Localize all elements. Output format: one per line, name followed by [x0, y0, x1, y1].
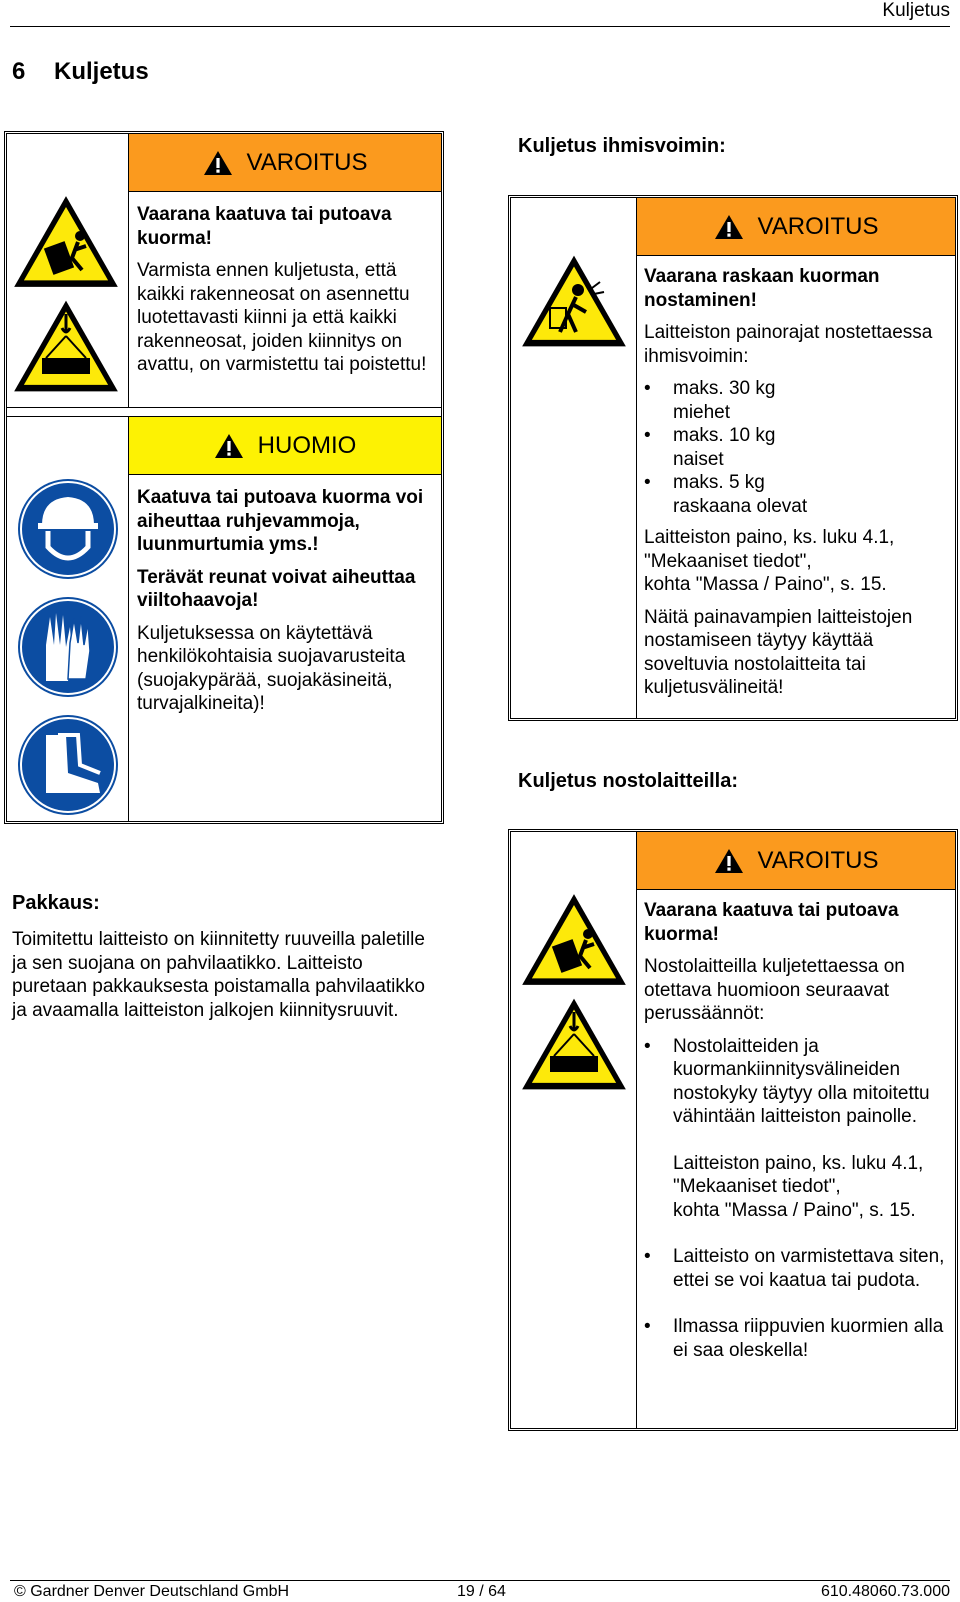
left-notice-banner — [129, 417, 441, 475]
crane-rule-list-3 — [644, 1315, 952, 1362]
chapter-number: 6 — [12, 58, 26, 85]
notice-headline-2: Terävät reunat voivat aiheuttaa viiltohaavoja! — [137, 566, 416, 611]
warning-triangle-icon — [714, 848, 744, 874]
weight-limit-list — [644, 377, 952, 518]
manual-headline: Vaarana raskaan kuorman nostaminen! — [644, 266, 880, 311]
left-warning-text — [137, 203, 433, 386]
crane-rule-list-2 — [644, 1245, 952, 1292]
crane-weight-reference: Laitteiston paino, ks. luku 4.1, "Mekaaniset tiedot", kohta "Massa / Paino", s. 15. — [673, 1152, 924, 1221]
left-warning-block — [7, 134, 441, 408]
crane-intro: Nostolaitteilla kuljetettaessa on otettava huomioon seuraavat perussäännöt: — [644, 956, 905, 1024]
warning-triangle-icon — [203, 150, 233, 176]
list-item: • maks. 10 kg naiset — [644, 424, 952, 471]
crane-warning-signs — [511, 832, 637, 1428]
left-warning-banner — [129, 134, 441, 192]
manual-transport-frame — [508, 195, 958, 721]
hard-hat-icon — [16, 477, 120, 581]
manual-warning-banner — [637, 198, 955, 256]
suspended-load-warning-icon — [520, 994, 628, 1094]
chapter-heading — [12, 58, 149, 86]
falling-object-warning-icon — [12, 194, 120, 289]
notice-headline-1: Kaatuva tai putoava kuorma voi aiheuttaa ruhjevammoja, luunmurtumia yms.! — [137, 487, 424, 555]
crane-warning-banner — [637, 832, 955, 890]
manual-transport-title: Kuljetus ihmisvoimin: — [518, 135, 726, 157]
footer-doc-number: 610.48060.73.000 — [820, 1583, 950, 1600]
packing-body: Toimitettu laitteisto on kiinnitetty ruuveilla paletille ja sen suojana on pahvilaatikko. Laitteisto puretaan pakkauksesta poistamalla pahvilaatikko ja avaamalla laitteiston jalkojen kiinnitysruuvit. — [12, 929, 425, 1021]
crane-rule-list — [644, 1035, 952, 1129]
manual-weight-reference: Laitteiston paino, ks. luku 4.1, "Mekaaniset tiedot", kohta "Massa / Paino", s. 15. — [644, 527, 895, 595]
heavy-lifting-warning-icon — [520, 252, 628, 350]
packing-title: Pakkaus: — [12, 892, 100, 914]
crane-warning-text — [644, 899, 952, 1370]
warning-triangle-icon — [214, 433, 244, 459]
left-ppe-signs — [7, 417, 129, 821]
falling-object-warning-icon — [520, 892, 628, 987]
warning-headline: Vaarana kaatuva tai putoava kuorma! — [137, 204, 392, 249]
warning-triangle-icon — [714, 214, 744, 240]
warning-body: Varmista ennen kuljetusta, että kaikki rakenneosat on asennettu luotettavasti kiinni ja että kaikki rakenneosat, joiden kiinnitys on avattu, on varmistettu tai poistettu! — [137, 260, 427, 375]
manual-warning-text — [644, 265, 952, 709]
running-header: Kuljetus — [882, 0, 950, 21]
notice-body: Kuljetuksessa on käytettävä henkilökohtaisia suojavarusteita (suojakypärää, suojakäsineitä, turvajalkineita)! — [137, 622, 406, 714]
suspended-load-warning-icon — [12, 296, 120, 396]
footer-page-number: 19 / 64 — [457, 1583, 506, 1600]
safety-boots-icon — [16, 713, 120, 817]
list-item: • maks. 5 kg raskaana olevat — [644, 471, 952, 518]
left-safety-frame — [4, 131, 444, 824]
crane-transport-frame — [508, 829, 958, 1431]
list-item: • maks. 30 kg miehet — [644, 377, 952, 424]
chapter-title: Kuljetus — [54, 58, 149, 85]
banner-label: VAROITUS — [757, 846, 879, 874]
left-warning-signs — [7, 134, 129, 407]
crane-transport-title: Kuljetus nostolaitteilla: — [518, 770, 739, 792]
left-notice-block — [7, 416, 441, 821]
footer-company: © Gardner Denver Deutschland GmbH — [14, 1583, 290, 1600]
banner-label: HUOMIO — [257, 431, 357, 459]
list-item: • Laitteisto on varmistettava siten, ettei se voi kaatua tai pudota. — [644, 1245, 952, 1292]
gloves-icon — [16, 595, 120, 699]
banner-label: VAROITUS — [246, 148, 368, 176]
manual-intro: Laitteiston painorajat nostettaessa ihmisvoimin: — [644, 322, 933, 367]
header-rule — [10, 26, 950, 27]
list-item: • Ilmassa riippuvien kuormien alla ei saa oleskella! — [644, 1315, 952, 1362]
footer-rule — [10, 1580, 950, 1581]
banner-label: VAROITUS — [757, 212, 879, 240]
manual-footer-text: Näitä painavampien laitteistojen nostamiseen täytyy käyttää soveltuvia nostolaitteita tai kuljetusvälineitä! — [644, 606, 913, 698]
crane-headline: Vaarana kaatuva tai putoava kuorma! — [644, 900, 899, 945]
manual-warning-sign — [511, 198, 637, 718]
list-item: • Nostolaitteiden ja kuormankiinnitysvälineiden nostokyky täytyy olla mitoitettu vähintään laitteiston painolle. — [644, 1035, 952, 1129]
left-notice-text — [137, 486, 433, 725]
